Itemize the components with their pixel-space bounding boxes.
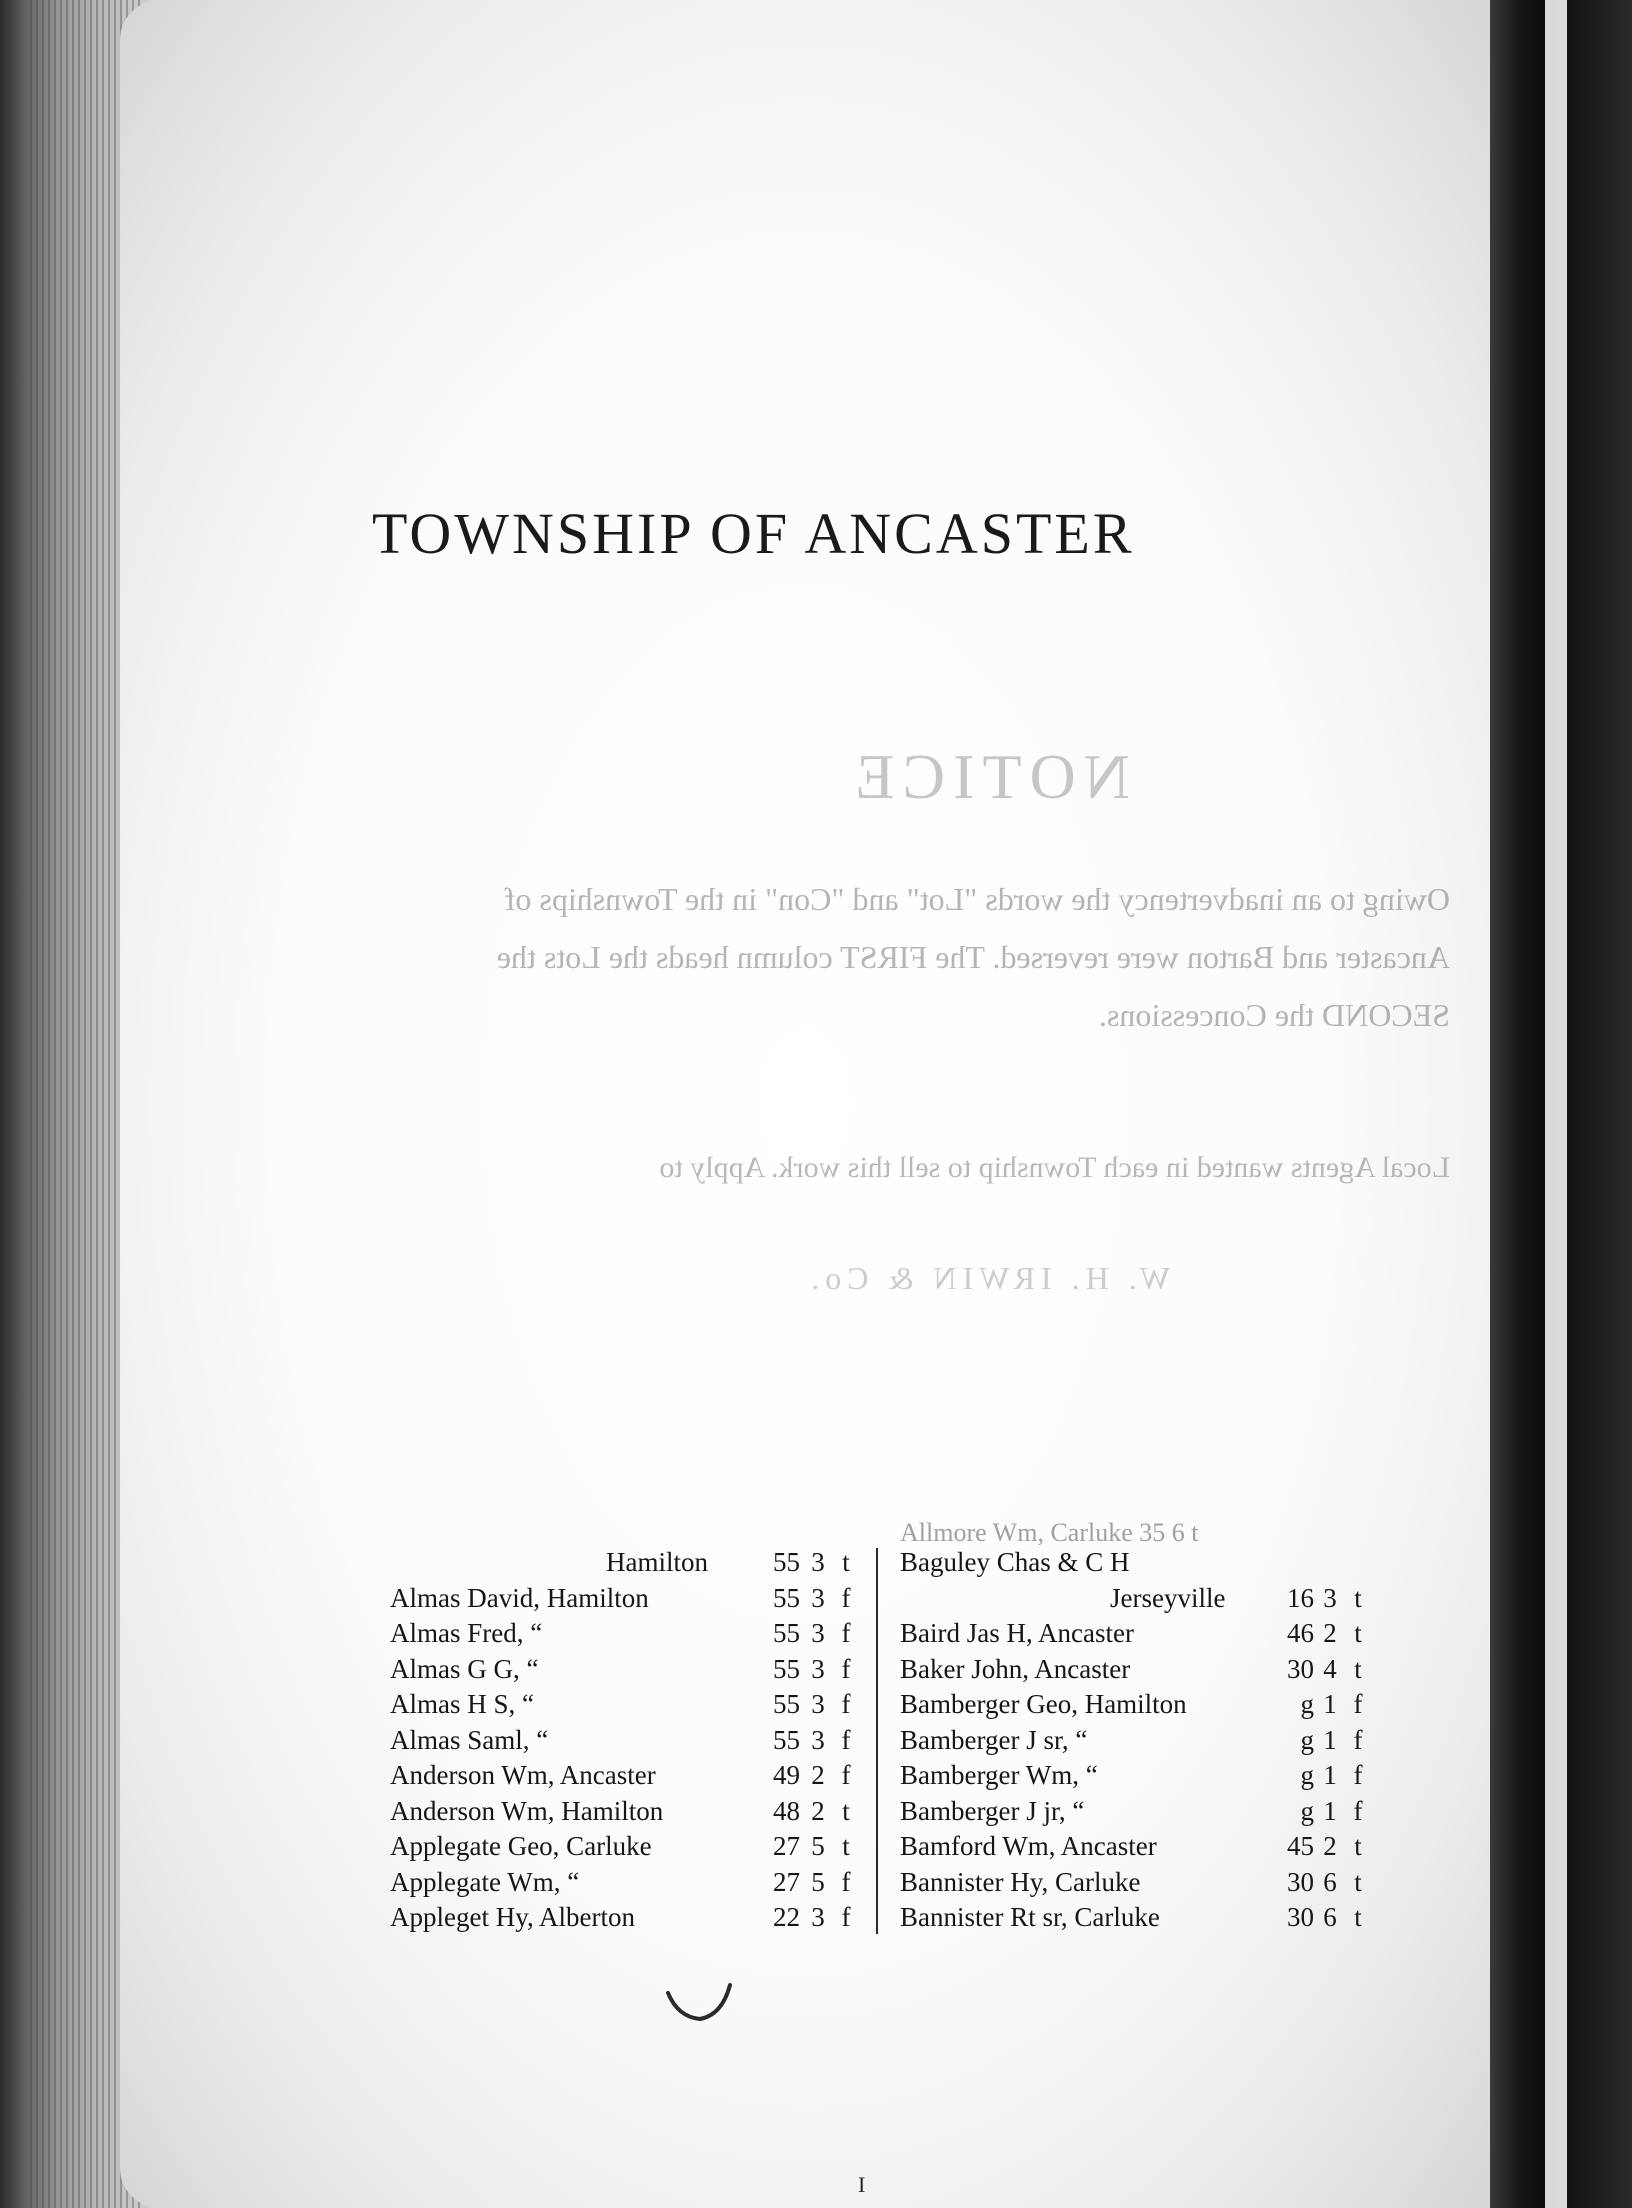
directory-row <box>900 1687 1380 1723</box>
tenure-code: t <box>1354 1831 1362 1861</box>
lot-number: g <box>1300 1760 1314 1790</box>
directory-row <box>390 1829 870 1865</box>
resident-name: Bannister Hy, Carluke <box>900 1866 1141 1897</box>
resident-name: Applegate Geo, Carluke <box>390 1831 652 1861</box>
directory-row <box>390 1900 870 1936</box>
directory-row <box>900 1652 1380 1688</box>
directory-row <box>390 1723 870 1759</box>
resident-name: Bamberger Wm, “ <box>900 1760 1098 1790</box>
resident-name: Baguley Chas & C H <box>900 1547 1130 1577</box>
lot-number: 55 <box>773 1653 800 1684</box>
tenure-code: t <box>1354 1866 1362 1897</box>
concession-number: 5 <box>811 1866 825 1897</box>
lot-number: 55 <box>773 1582 800 1613</box>
directory-right-column <box>900 1545 1380 1936</box>
resident-name: Bamford Wm, Ancaster <box>900 1831 1157 1861</box>
directory-row <box>390 1581 870 1617</box>
bleed-publisher: W. H. IRWIN & Co. <box>805 1260 1170 1296</box>
lot-number: 55 <box>773 1724 800 1755</box>
lot-number: g <box>1300 1795 1314 1826</box>
directory-left-column <box>390 1545 870 1936</box>
lot-number: 30 <box>1287 1866 1314 1897</box>
directory-row <box>390 1865 870 1901</box>
concession-number: 3 <box>811 1653 825 1684</box>
paper-strip <box>1545 0 1567 2208</box>
lot-number: 55 <box>773 1547 800 1577</box>
directory-row <box>390 1652 870 1688</box>
tenure-code: t <box>842 1831 850 1861</box>
directory-row <box>900 1829 1380 1865</box>
directory-row <box>900 1723 1380 1759</box>
lot-number: 30 <box>1287 1902 1314 1932</box>
directory-row <box>900 1545 1380 1581</box>
concession-number: 1 <box>1323 1724 1337 1755</box>
lot-number: 55 <box>773 1618 800 1648</box>
directory-row <box>390 1794 870 1830</box>
directory-row <box>900 1581 1380 1617</box>
lot-number: 45 <box>1287 1831 1314 1861</box>
lot-number: 16 <box>1287 1582 1314 1613</box>
tenure-code: f <box>841 1582 851 1613</box>
resident-name: Bannister Rt sr, Carluke <box>900 1902 1160 1932</box>
resident-name: Hamilton <box>606 1547 708 1577</box>
resident-name: Jerseyville <box>1110 1582 1226 1613</box>
directory-row <box>900 1616 1380 1652</box>
bleed-notice-heading: NOTICE <box>847 741 1130 812</box>
resident-name: Bamberger J jr, “ <box>900 1795 1085 1826</box>
ghost-listing-line: Allmore Wm, Carluke 35 6 t <box>900 1518 1199 1547</box>
tenure-code: f <box>841 1689 851 1719</box>
tenure-code: f <box>841 1653 851 1684</box>
concession-number: 2 <box>811 1760 825 1790</box>
lot-number: 48 <box>773 1795 800 1826</box>
lot-number: 46 <box>1287 1618 1314 1648</box>
concession-number: 3 <box>811 1582 825 1613</box>
tenure-code: f <box>1353 1795 1363 1826</box>
tenure-code: t <box>1354 1902 1362 1932</box>
concession-number: 4 <box>1323 1653 1337 1684</box>
concession-number: 3 <box>811 1724 825 1755</box>
concession-number: 3 <box>811 1689 825 1719</box>
resident-name: Almas David, Hamilton <box>390 1582 649 1613</box>
lot-number: g <box>1300 1724 1314 1755</box>
tenure-code: f <box>1353 1760 1363 1790</box>
directory-row <box>390 1687 870 1723</box>
directory-row <box>390 1545 870 1581</box>
concession-number: 3 <box>811 1547 825 1577</box>
lot-number: g <box>1300 1689 1314 1719</box>
bleed-notice-paragraph: Owing to an inadvertency the words "Lot" and "Con" in the Townships of Ancaster and Barton were reversed. The FIRST column heads the Lots the SECOND the Concessions. <box>496 881 1450 1033</box>
tenure-code: t <box>1354 1653 1362 1684</box>
bleed-through-text <box>330 700 1490 1530</box>
resident-name: Baker John, Ancaster <box>900 1653 1131 1684</box>
tenure-code: f <box>841 1760 851 1790</box>
concession-number: 2 <box>811 1795 825 1826</box>
directory-row <box>900 1794 1380 1830</box>
resident-name: Anderson Wm, Hamilton <box>390 1795 664 1826</box>
concession-number: 3 <box>811 1618 825 1648</box>
tenure-code: t <box>842 1547 850 1577</box>
tenure-code: f <box>841 1618 851 1648</box>
tenure-code: t <box>842 1795 850 1826</box>
resident-name: Bamberger J sr, “ <box>900 1724 1088 1755</box>
concession-number: 3 <box>1323 1582 1337 1613</box>
concession-number: 2 <box>1323 1831 1337 1861</box>
lot-number: 22 <box>773 1902 800 1932</box>
lot-number: 49 <box>773 1760 800 1790</box>
lot-number: 27 <box>773 1866 800 1897</box>
directory-row <box>900 1865 1380 1901</box>
tenure-code: f <box>841 1724 851 1755</box>
concession-number: 1 <box>1323 1795 1337 1826</box>
page-title: TOWNSHIP OF ANCASTER <box>372 501 1135 566</box>
tenure-code: f <box>841 1866 851 1897</box>
lot-number: 30 <box>1287 1653 1314 1684</box>
tenure-code: f <box>1353 1724 1363 1755</box>
concession-number: 1 <box>1323 1760 1337 1790</box>
resident-name: Appleget Hy, Alberton <box>390 1902 635 1932</box>
tenure-code: t <box>1354 1582 1362 1613</box>
directory-row <box>900 1900 1380 1936</box>
concession-number: 5 <box>811 1831 825 1861</box>
tenure-code: f <box>841 1902 851 1932</box>
pencil-mark <box>660 1975 740 2035</box>
resident-name: Almas Fred, “ <box>390 1618 543 1648</box>
concession-number: 6 <box>1323 1866 1337 1897</box>
lot-number: 55 <box>773 1689 800 1719</box>
resident-name: Anderson Wm, Ancaster <box>390 1760 656 1790</box>
concession-number: 3 <box>811 1902 825 1932</box>
tenure-code: t <box>1354 1618 1362 1648</box>
resident-name: Almas G G, “ <box>390 1653 539 1684</box>
resident-name: Almas Saml, “ <box>390 1724 549 1755</box>
resident-name: Applegate Wm, “ <box>390 1866 580 1897</box>
resident-name: Almas H S, “ <box>390 1689 534 1719</box>
tenure-code: f <box>1353 1689 1363 1719</box>
column-divider <box>876 1548 878 1934</box>
lot-number: 27 <box>773 1831 800 1861</box>
resident-name: Baird Jas H, Ancaster <box>900 1618 1134 1648</box>
bleed-agents-paragraph: Local Agents wanted in each Township to sell this work. Apply to <box>659 1151 1450 1184</box>
concession-number: 2 <box>1323 1618 1337 1648</box>
resident-name: Bamberger Geo, Hamilton <box>900 1689 1187 1719</box>
page-folio: I <box>858 2172 866 2197</box>
concession-number: 1 <box>1323 1689 1337 1719</box>
directory-row <box>390 1758 870 1794</box>
concession-number: 6 <box>1323 1902 1337 1932</box>
directory-row <box>390 1616 870 1652</box>
directory-row <box>900 1758 1380 1794</box>
